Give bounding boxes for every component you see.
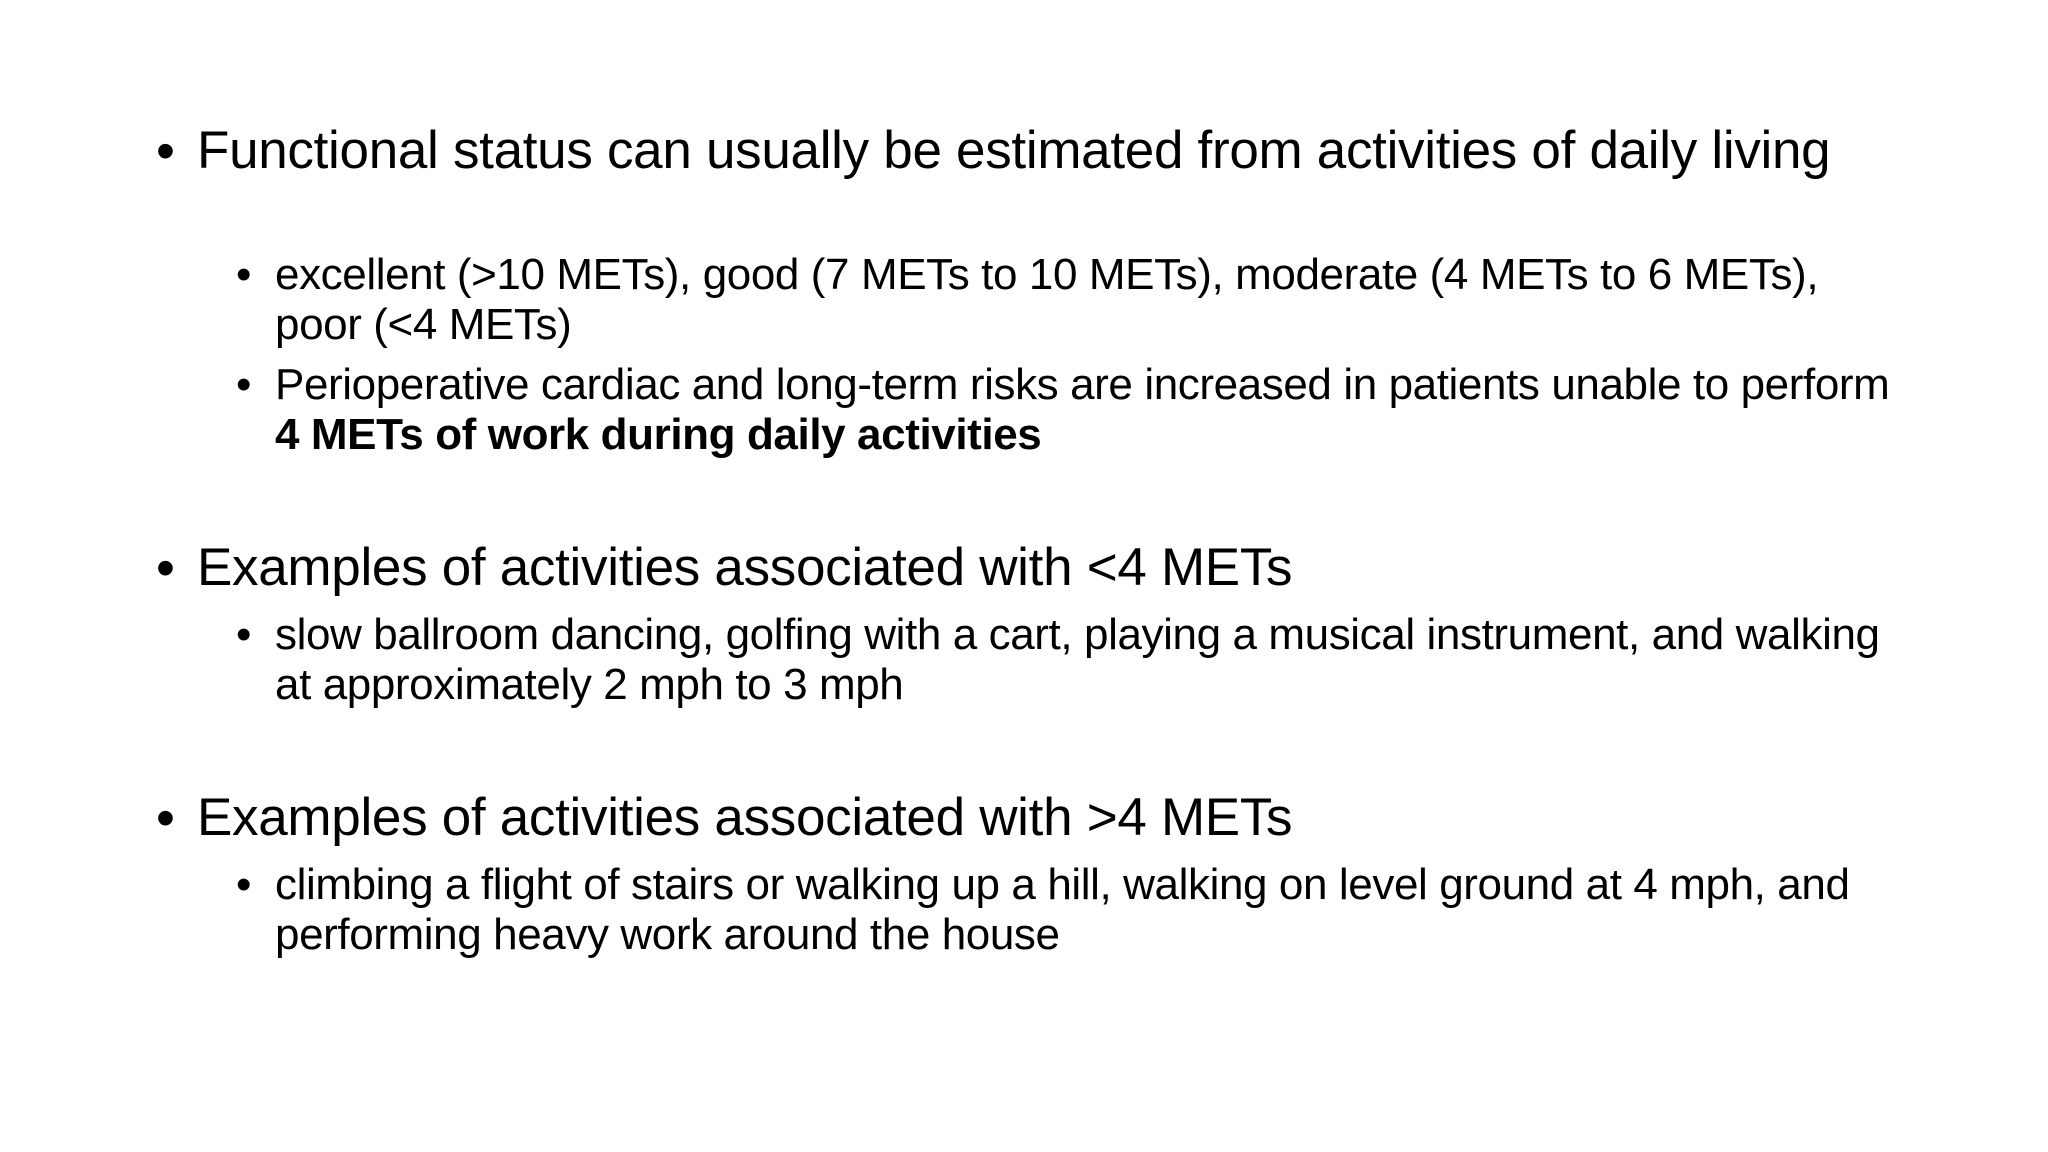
sub-bullet-text-bold: 4 METs of work during daily activities — [275, 410, 1042, 459]
bullet-glyph: • — [236, 860, 252, 909]
sub-bullet-text: excellent (>10 METs), good (7 METs to 10 METs), moderate (4 METs to 6 METs), poor (<4 METs) — [275, 250, 1819, 349]
sub-bullet-text-regular: Perioperative cardiac and long-term risks are increased in patients unable to perform — [275, 360, 1890, 409]
sub-bullet-text: slow ballroom dancing, golfing with a cart, playing a musical instrument, and walking at approximately 2 mph to 3 mph — [275, 610, 1880, 709]
sub-bullet-text: climbing a flight of stairs or walking up a hill, walking on level ground at 4 mph, and performing heavy work around the house — [275, 860, 1850, 959]
bullet-glyph: • — [236, 610, 252, 659]
bullet-glyph: • — [156, 121, 175, 181]
bullet-glyph: • — [156, 788, 175, 848]
section-heading: Examples of activities associated with >4 METs — [197, 788, 1293, 847]
bullet-glyph: • — [236, 360, 252, 409]
bullet-glyph: • — [236, 250, 252, 299]
sub-bullet-text — [275, 360, 1895, 460]
section-heading: Examples of activities associated with <4 METs — [197, 538, 1293, 597]
section-heading: Functional status can usually be estimated from activities of daily living — [197, 121, 1831, 180]
bullet-glyph: • — [156, 538, 175, 598]
